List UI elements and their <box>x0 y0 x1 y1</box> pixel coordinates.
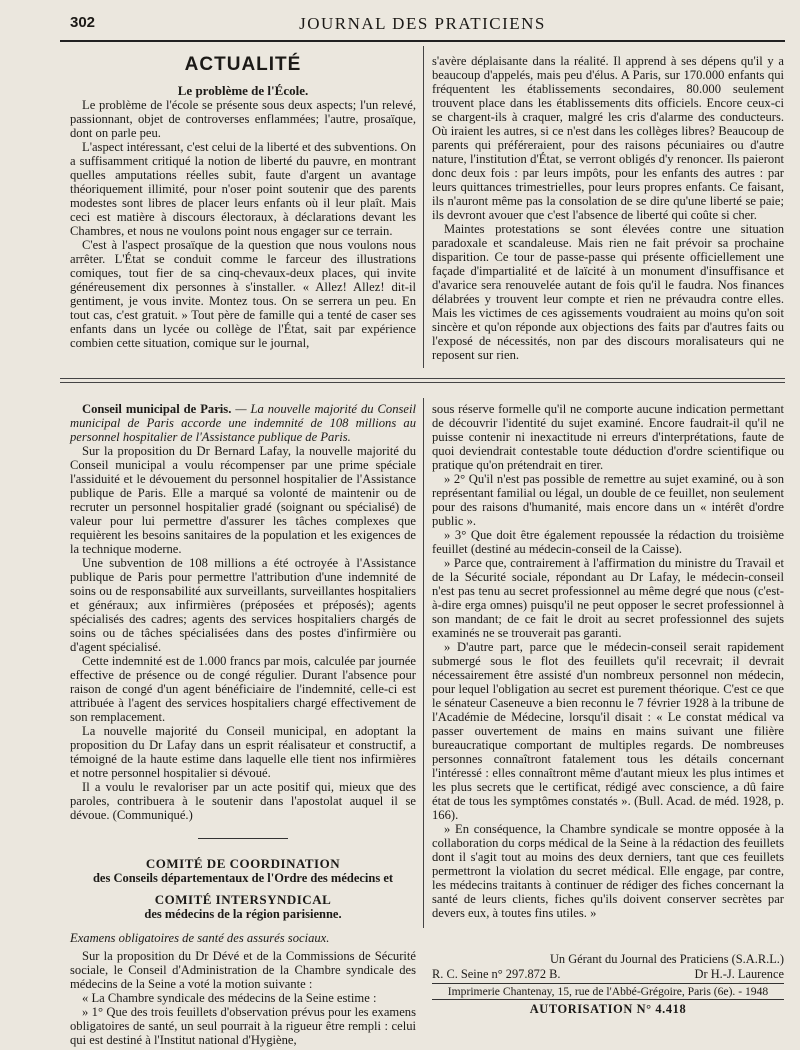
paragraph: s'avère déplaisante dans la réalité. Il apprend à ses dépens qu'il y a beaucoup d'appelés, mais peu d'élus. A Paris, sur 170.000 enfants qui fréquentent les établissements secondaires, 80.000 seulement trouvent place dans les établissements dits officiels. Encore ceux-ci se chargent-ils à craquer, malgré les cris d'alarme des conducteurs. Où iraient les autres, si ce n'est dans les collèges libres? Beaucoup de parents qui préféreraient, pour des raisons pécuniaires ou d'autre nature, l'institution d'État, se verront obligés d'y renoncer. Ils paieront donc deux fois : par leurs impôts, pour les enfants des autres : par leurs quittances trimestrielles, pour leurs propres enfants. Ce faisant, ils n'auront même pas la consolation de se dire qu'une liberté se paie; ils devront avouer que c'est l'absence de liberté qui coûte si cher. <box>432 54 784 222</box>
gerant-line: Un Gérant du Journal des Praticiens (S.A.R.L.) <box>549 952 784 966</box>
committee-name-2: COMITÉ INTERSYNDICAL <box>154 892 332 907</box>
conseil-heading: Conseil municipal de Paris. <box>82 402 232 416</box>
paragraph-lead <box>70 402 416 444</box>
paragraph: Cette indemnité est de 1.000 francs par mois, calculée par journée effective de présence ou de congé régulier. Durant l'absence pour raison de congé d'un agent bénéficiaire de l'indemnité, celle-ci est attribuée à l'agent des services hospitaliers chargé effectivement de son remplacement. <box>70 654 416 724</box>
short-divider <box>198 838 288 839</box>
paragraph: » D'autre part, parce que le médecin-conseil serait rapidement submergé sous le flot des feuillets qu'il recevrait; il devrait nécessairement être assisté d'un nombreux personnel non médecin, pour lequel l'obligation au secret est purement théorique. C'est ce que le sénateur Caseneuve a bien reconnu le 7 février 1928 à la tribune de l'Académie de Médecine, lorsqu'il disait : « Le constat médical va passer ouvertement de mains en mains suivant une filière bureaucratique comportant de multiples regards. De nombreuses personnes connaîtront fatalement tous les détails concernant l'intéressé : elles connaîtront même d'autant mieux les plus intimes et les plus secrets que le certificat, rédigé avec conscience, a dû faire état de tous les symptômes constatés ». (Bull. Acad. de méd. 1928, p. 166). <box>432 640 784 822</box>
committee-heading-2 <box>70 893 416 921</box>
committee-desc-2: des médecins de la région parisienne. <box>144 907 342 921</box>
paragraph: Il a voulu le revaloriser par un acte positif qui, mieux que des paroles, contribuera à le soutenir dans l'apostolat auquel il se dévoue. (Communiqué.) <box>70 780 416 822</box>
page-header <box>60 14 785 42</box>
column-divider-top <box>423 46 424 368</box>
column-top-left <box>70 52 416 350</box>
exams-heading: Examens obligatoires de santé des assurés sociaux. <box>70 931 330 945</box>
running-title: JOURNAL DES PRATICIENS <box>299 14 546 33</box>
paragraph: » En conséquence, la Chambre syndicale se montre opposée à la collaboration du corps médical de la Seine à la rédaction des feuillets dont il s'agit tout au moins des deux derniers, tant que ces feuillets permettront la violation du secret médical. Elle engage, par contre, les médecins traitants à continuer de rédiger des fiches concernant la santé de leurs clients, fiches qu'ils doivent conserver secrètes par devers eux, à toutes fins utiles. » <box>432 822 784 920</box>
horizontal-divider <box>60 378 785 379</box>
paragraph: Sur la proposition du Dr Dévé et de la Commissions de Sécurité sociale, le Conseil d'Administration de la Chambre syndicale des médecins de la Seine a voté la motion suivante : <box>70 949 416 991</box>
committee-heading-1 <box>70 857 416 885</box>
paragraph: » 3° Que doit être également repoussée la rédaction du troisième feuillet (destiné au médecin-conseil de la Caisse). <box>432 528 784 556</box>
registration-row <box>432 967 784 981</box>
imprint <box>432 952 784 1017</box>
horizontal-divider-double <box>60 382 785 383</box>
column-bottom-left <box>70 402 416 1047</box>
column-divider-bottom <box>423 398 424 928</box>
conseil-summary: — La nouvelle majorité du Conseil municipal de Paris accorde une indemnité de 108 millions au personnel hospitalier de l'Assistance publique de Paris. <box>70 402 416 444</box>
committee-name-1: COMITÉ DE COORDINATION <box>145 856 341 871</box>
paragraph: Sur la proposition du Dr Bernard Lafay, la nouvelle majorité du Conseil municipal a voulu récompenser par une prime spéciale l'assiduité et le dévouement du personnel hospitalier de l'Assistance publique de Paris. Elle a marqué sa volonté de maintenir ou de recruter un personnel hospitalier gradé (soignant ou spécialisé) de valeur pour lui permettre d'assurer les tâches complexes que requièrent les besoins sanitaires de la population et les exigences de la technique moderne. <box>70 444 416 556</box>
column-bottom-right <box>432 402 784 920</box>
section-title: ACTUALITÉ <box>184 54 302 75</box>
paragraph: La nouvelle majorité du Conseil municipal, en adoptant la proposition du Dr Lafay dans un esprit réalisateur et constructif, a témoigné de la haute estime dans laquelle elle tient nos infirmières et notre personnel hospitalier si dévoué. <box>70 724 416 780</box>
printer-line: Imprimerie Chantenay, 15, rue de l'Abbé-Grégoire, Paris (6e). - 1948 <box>432 983 784 1000</box>
paragraph: « La Chambre syndicale des médecins de la Seine estime : <box>82 991 377 1005</box>
paragraph: » 2° Qu'il n'est pas possible de remettre au sujet examiné, ou à son représentant familial ou légal, un double de ce feuillet, non seulement pour des raisons d'humanité, mais encore dans un « intérêt d'ordre public ». <box>432 472 784 528</box>
paragraph: Le problème de l'école se présente sous deux aspects; l'un relevé, passionnant, objet de controverses enflammées; l'autre, prosaïque, dont on parle peu. <box>70 98 416 140</box>
paragraph: Maintes protestations se sont élevées contre une situation paradoxale et scandaleuse. Mais rien ne fait prévoir sa prochaine disparition. Ce tour de passe-passe qui présente officiellement une façade d'impartialité et de laïcité à un monument d'insuffisance et d'avarice sera renouvelée autant de fois qu'il le faudra. Nos finances délabrées y trouvent leur compte et rien ne prévaudra contre elles. Mais les victimes de ces agissements voudraient au moins qu'on soit sincère et qu'on réponde aux objections des faits par d'autres faits ou l'exposé de nécessités, non par des discours moralisateurs qui ne reposent sur rien. <box>432 222 784 362</box>
authorisation-number: AUTORISATION N° 4.418 <box>529 1002 687 1016</box>
article-subtitle: Le problème de l'École. <box>177 83 309 98</box>
column-top-right <box>432 54 784 362</box>
page-number: 302 <box>70 14 96 31</box>
paragraph: » Parce que, contrairement à l'affirmation du ministre du Travail et de la Sécurité sociale, répondant au Dr Lafay, le médecin-conseil n'est pas tenu au secret professionnel au même degré que nous (c'est-à-dire erga omnes) puisqu'il ne peut opposer le secret professionnel à son mandant; de ce fait le droit au secret professionnel des sujets examinés ne se trouverait pas garanti. <box>432 556 784 640</box>
committee-desc-1: des Conseils départementaux de l'Ordre des médecins et <box>92 871 394 885</box>
paragraph: C'est à l'aspect prosaïque de la question que nous voulons nous arrêter. L'État se conduit comme le farceur des illustrations comiques, tout fier de sa cinq-chevaux-deux places, qui invite généreusement dix personnes à s'installer. « Allez! Allez! dit-il gentiment, je vous invite. Montez tous. On se serrera un peu. En tout cas, c'est gratuit. » Tout père de famille qui a tenté de caser ses enfants dans un lycée ou collège de l'État, sait par expérience combien cette situation, comique sur le journal, <box>70 238 416 350</box>
paragraph: Une subvention de 108 millions a été octroyée à l'Assistance publique de Paris pour permettre l'attribution d'une indemnité de soins ou de responsabilité aux surveillants, surveillantes hospitaliers et généraux; aux infirmières (préposées et préposés); agents spécialisés des cadres; agents des services hospitaliers chargés de soins ou de tâches spécialisées dans des postes d'infirmière ou d'agent spécialisé. <box>70 556 416 654</box>
paragraph: » 1° Que des trois feuillets d'observation prévus pour les examens obligatoires de santé, un seul pourrait à la rigueur être rempli : celui qui est destiné à l'Institut national d'Hygiène, <box>70 1005 416 1047</box>
paragraph: sous réserve formelle qu'il ne comporte aucune indication permettant de découvrir l'identité du sujet examiné. Encore faudrait-il qu'il ne puisse contenir ni inexactitude ni erreurs d'interprétations, faute de quoi deviendrait contestable toute déduction d'ordre scientifique ou pratique qu'on prétendrait en tirer. <box>432 402 784 472</box>
director-name: Dr H.-J. Laurence <box>694 967 784 981</box>
registration-number: R. C. Seine n° 297.872 B. <box>432 967 561 981</box>
paragraph: L'aspect intéressant, c'est celui de la liberté et des subventions. On a suffisamment critiqué la notion de liberté du pauvre, en montrant quelles amputations réelles subit, faute d'argent un avantage théoriquement illimité, pour n'oser point soutenir que des parents modestes sont libres de placer leurs enfants où il leur plaît. Mais ceci est matière à discours électoraux, à déclarations devant les Chambres, et nous ne voulons point nous engager sur ce terrain. <box>70 140 416 238</box>
